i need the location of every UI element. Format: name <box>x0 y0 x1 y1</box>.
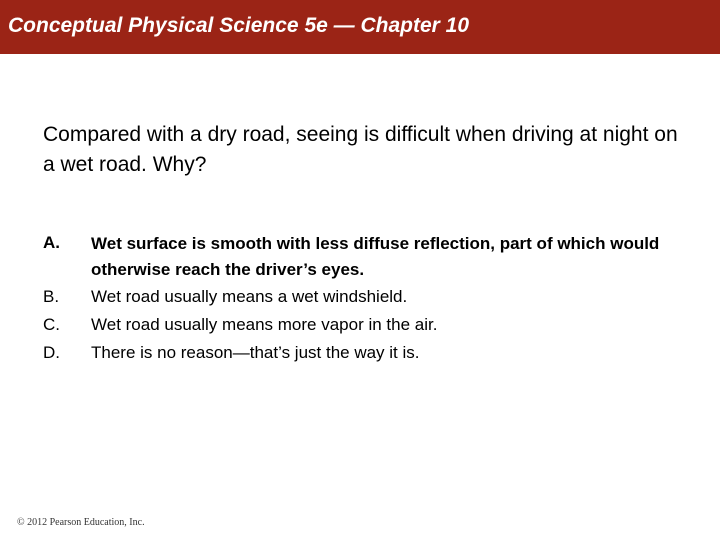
answer-options <box>43 230 683 367</box>
slide-header <box>0 0 720 54</box>
option-b <box>43 283 683 311</box>
option-b-letter: B. <box>43 287 60 306</box>
option-a-text: Wet surface is smooth with less diffuse reflection, part of which would otherwise reach the driver’s eyes. <box>91 234 660 279</box>
question-text: Compared with a dry road, seeing is difficult when driving at night on a wet road. Why? <box>43 123 678 176</box>
option-d-letter: D. <box>43 343 60 362</box>
copyright-footer: © 2012 Pearson Education, Inc. <box>17 517 145 528</box>
option-d <box>43 339 683 367</box>
option-d-text: There is no reason—that’s just the way it is. <box>91 343 420 362</box>
option-c <box>43 311 683 339</box>
option-a <box>43 230 683 283</box>
option-c-letter: C. <box>43 315 60 334</box>
option-a-letter: A. <box>43 233 60 252</box>
slide-title: Conceptual Physical Science 5e — Chapter 10 <box>8 14 470 37</box>
option-b-text: Wet road usually means a wet windshield. <box>91 287 408 306</box>
option-c-text: Wet road usually means more vapor in the air. <box>91 315 438 334</box>
